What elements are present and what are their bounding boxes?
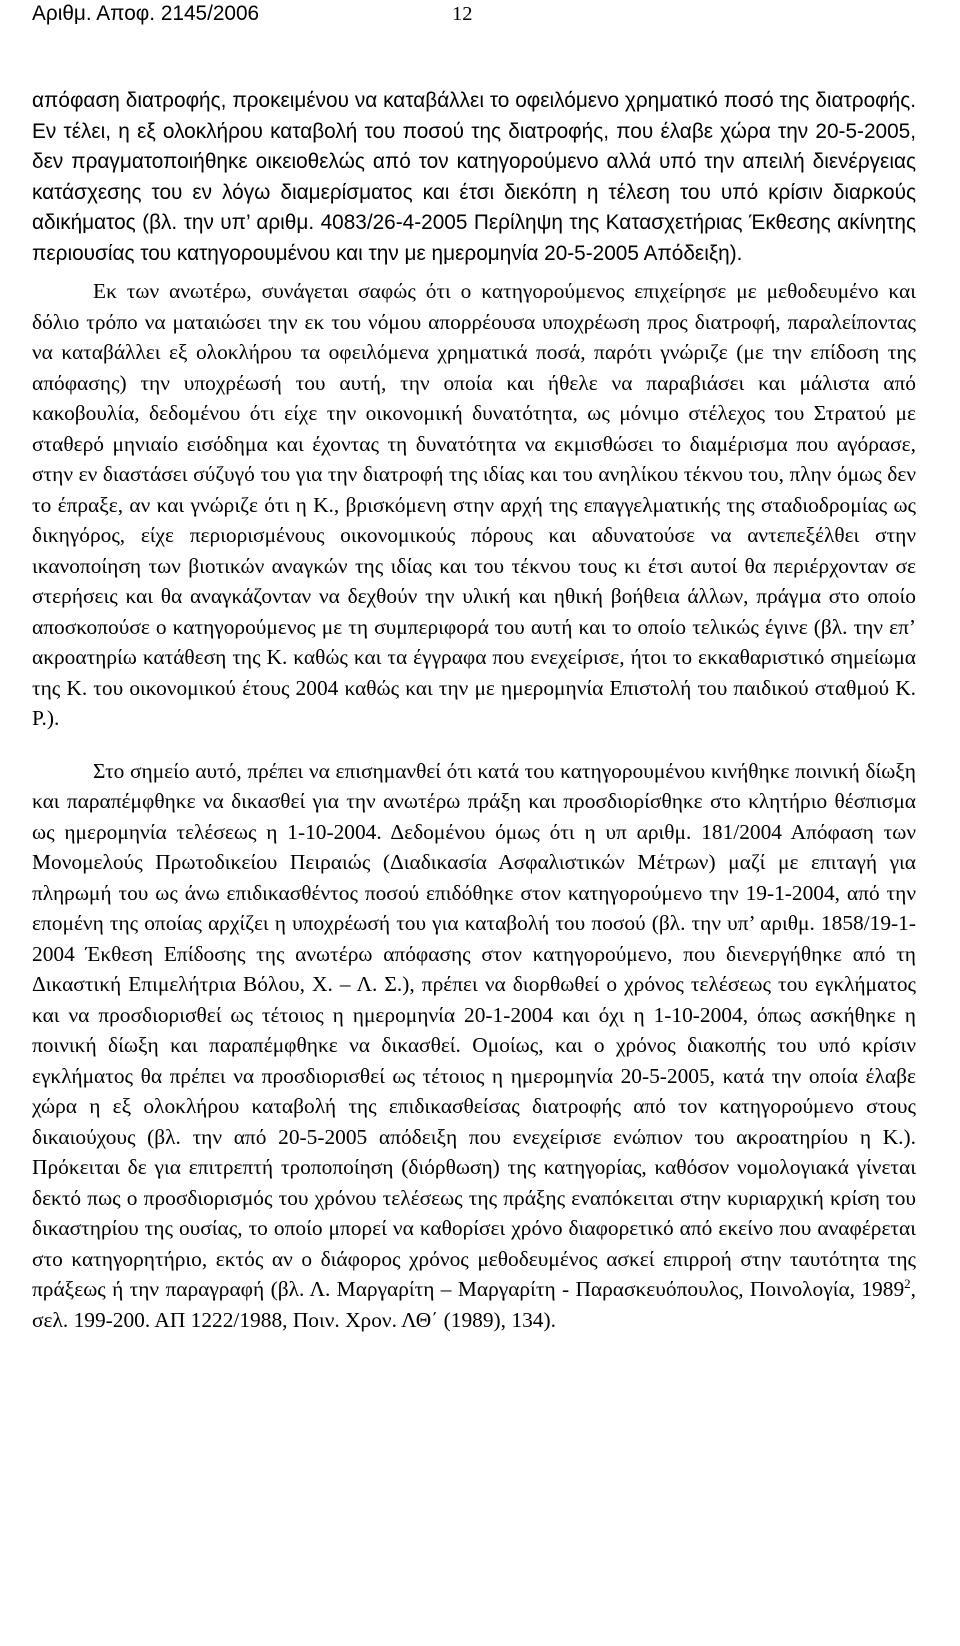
paragraph-3-tail: , σελ. 199-200. ΑΠ 1222/1988, Ποιν. Χρον. ΛΘ΄ (1989), 134).: [32, 1277, 916, 1332]
page-header: [32, 0, 916, 42]
paragraph-1: απόφαση διατροφής, προκειμένου να καταβάλλει το οφειλόμενο χρηματικό ποσό της διατροφής. Εν τέλει, η εξ ολοκλήρου καταβολή του ποσού της διατροφής, που έλαβε χώρα την 20-5-2005, δεν πραγματοποιήθηκε οικειοθελώς από τον κατηγορούμενο αλλά υπό την απειλή διενέργειας κατάσχεσης του εν λόγω διαμερίσματος και έτσι διεκόπη η τέλεση του υπό κρίσιν διαρκούς αδικήματος (βλ. την υπ’ αριθμ. 4083/26-4-2005 Περίληψη της Κατασχετήριας Έκθεσης ακίνητης περιουσίας του κατηγορουμένου και την με ημερομηνία 20-5-2005 Απόδειξη).: [32, 89, 916, 265]
edition-superscript: 2: [904, 1275, 911, 1291]
page-number: 12: [452, 3, 473, 25]
paragraph-3-text: Στο σημείο αυτό, πρέπει να επισημανθεί ότι κατά του κατηγορουμένου κινήθηκε ποινική δίωξη και παραπέμφθηκε να δικασθεί για την ανωτέρω πράξη και προσδιορίσθηκε στο κλητήριο θέσπισμα ως ημερομηνία τελέσεως η 1-10-2004. Δεδομένου όμως ότι η υπ αριθμ. 181/2004 Απόφαση των Μονομελούς Πρωτοδικείου Πειραιώς (Διαδικασία Ασφαλιστικών Μέτρων) μαζί με επιταγή για πληρωμή του ως άνω επιδικασθέντος ποσού επιδόθηκε στον κατηγορούμενο την 19-1-2004, από την επομένη της οποίας αρχίζει η υποχρέωσή του για καταβολή του ποσού (βλ. την υπ’ αριθμ. 1858/19-1-2004 Έκθεση Επίδοσης της ανωτέρω απόφασης στον κατηγορούμενο, που διενεργήθηκε από τη Δικαστική Επιμελήτρια Βόλου, Χ. – Λ. Σ.), πρέπει να διορθωθεί ο χρόνος τελέσεως του εγκλήματος και να προσδιορισθεί ως τέτοιος η ημερομηνία 20-1-2004 και όχι η 1-10-2004, όπως ασκήθηκε η ποινική δίωξη και παραπέμφθηκε να δικασθεί. Ομοίως, και ο χρόνος διακοπής του υπό κρίσιν εγκλήματος θα πρέπει να προσδιορισθεί ως τέτοιος η ημερομηνία 20-5-2005, κατά την οποία έλαβε χώρα η εξ ολοκλήρου καταβολή της επιδικασθείσας διατροφής από τον κατηγορούμενο στους δικαιούχους (βλ. την από 20-5-2005 απόδειξη που ενεχείρισε ενώπιον του ακροατηρίου η Κ.). Πρόκειται δε για επιτρεπτή τροποποίηση (διόρθωση) της κατηγορίας, καθόσον νομολογιακά γίνεται δεκτό πως ο προσδιορισμός του χρόνου τελέσεως της πράξης εναπόκειται στην κυριαρχική κρίση του δικαστηρίου της ουσίας, το οποίο μπορεί να καθορίσει χρόνο διαφορετικό από εκείνο που αναφέρεται στο κατηγορητήριο, εκτός αν ο διάφορος χρόνος μεθοδευμένος ασκεί επιρροή στην ταυτότητα της πράξεως ή την παραγραφή (βλ. Λ. Μαργαρίτη – Μαργαρίτη - Παρασκευόπουλος, Ποινολογία, 1989: [32, 758, 916, 1301]
document-page: [32, 0, 916, 1335]
paragraph-3: [32, 756, 916, 1336]
decision-number: Αριθμ. Αποφ. 2145/2006: [32, 2, 260, 25]
paragraph-2: Εκ των ανωτέρω, συνάγεται σαφώς ότι ο κατηγορούμενος επιχείρησε με μεθοδευμένο και δόλιο τρόπο να ματαιώσει την εκ του νόμου απορρέουσα υποχρέωση προς διατροφή, παραλείποντας να καταβάλλει εξ ολοκλήρου τα οφειλόμενα χρηματικά ποσά, παρότι γνώριζε (με την επίδοση της απόφασης) την υποχρέωσή του αυτή, την οποία και ήθελε να παραβιάσει και μάλιστα από κακοβουλία, δεδομένου ότι είχε την οικονομική δυνατότητα, ως μόνιμο στέλεχος του Στρατού με σταθερό μηνιαίο εισόδημα και έχοντας τη δυνατότητα να εκμισθώσει το διαμέρισμα που αγόρασε, στην εν διαστάσει σύζυγό του για την διατροφή της ιδίας και του ανηλίκου τέκνου του, πλην όμως δεν το έπραξε, αν και γνώριζε ότι η Κ., βρισκόμενη στην αρχή της επαγγελματικής της σταδιοδρομίας ως δικηγόρος, είχε περιορισμένους οικονομικούς πόρους και αδυνατούσε να αντεπεξέλθει στην ικανοποίηση των βιοτικών αναγκών της ιδίας και του τέκνου τους κι έτσι αυτοί θα περιέρχονταν σε στερήσεις και θα αναγκάζονταν να δεχθούν την υλική και ηθική βοήθεια άλλων, πράγμα στο οποίο αποσκοπούσε ο κατηγορούμενος με τη συμπεριφορά του αυτή και το οποίο τελικώς έγινε (βλ. την επ’ ακροατηρίω κατάθεση της Κ. καθώς και τα έγγραφα που ενεχείρισε, ήτοι το εκκαθαριστικό σημείωμα της Κ. του οικονομικού έτους 2004 καθώς και την με ημερομηνία Επιστολή του παιδικού σταθμού Κ. Ρ.).: [32, 279, 916, 730]
document-body: [32, 86, 916, 1335]
